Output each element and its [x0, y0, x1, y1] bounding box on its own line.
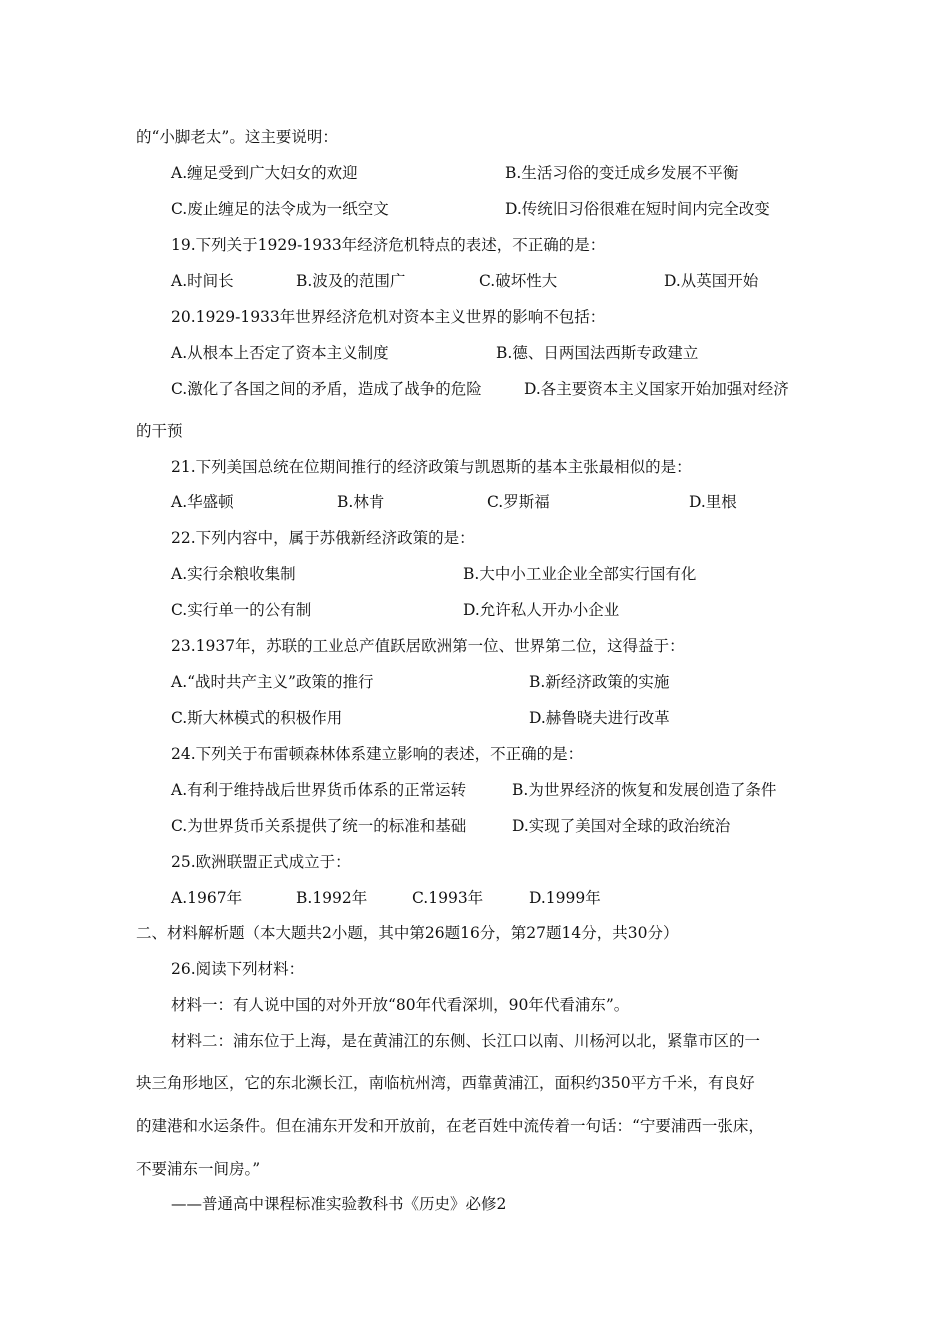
q20-stem: 20.1929-1933年世界经济危机对资本主义世界的影响不包括：: [171, 308, 606, 326]
q25-option-d: D.1999年: [529, 889, 601, 907]
q20-option-d-continuation: 的干预: [136, 422, 183, 440]
q21-option-a: A.华盛顿: [171, 493, 234, 511]
q24-option-c: C.为世界货币关系提供了统一的标准和基础: [171, 817, 467, 835]
q22-stem: 22.下列内容中，属于苏俄新经济政策的是：: [171, 529, 475, 547]
q20-option-b: B.德、日两国法西斯专政建立: [496, 344, 699, 362]
q24-option-d: D.实现了美国对全球的政治统治: [512, 817, 731, 835]
q18-option-b: B.生活习俗的变迁成乡发展不平衡: [505, 164, 739, 182]
q19-stem: 19.下列关于1929-1933年经济危机特点的表述，不正确的是：: [171, 236, 606, 254]
q23-option-a: A.“战时共产主义”政策的推行: [171, 673, 374, 691]
q20-option-c: C.激化了各国之间的矛盾，造成了战争的危险: [171, 380, 482, 398]
q24-stem: 24.下列关于布雷顿森林体系建立影响的表述，不正确的是：: [171, 745, 584, 763]
q21-option-c: C.罗斯福: [487, 493, 550, 511]
q20-option-a: A.从根本上否定了资本主义制度: [171, 344, 389, 362]
q18-stem-end: 的“小脚老太”。这主要说明：: [136, 128, 338, 146]
q21-option-d: D.里根: [689, 493, 737, 511]
q26-stem: 26.阅读下列材料：: [171, 960, 305, 978]
q20-option-d: D.各主要资本主义国家开始加强对经济: [524, 380, 789, 398]
q22-option-d: D.允许私人开办小企业: [463, 601, 620, 619]
q22-option-c: C.实行单一的公有制: [171, 601, 312, 619]
q24-option-b: B.为世界经济的恢复和发展创造了条件: [512, 781, 777, 799]
q21-option-b: B.林肯: [337, 493, 385, 511]
q25-option-b: B.1992年: [296, 889, 368, 907]
q19-option-c: C.破坏性大: [479, 272, 558, 290]
q23-option-b: B.新经济政策的实施: [529, 673, 670, 691]
q18-option-d: D.传统旧习俗很难在短时间内完全改变: [505, 200, 770, 218]
q26-material-2-line-3: 的建港和水运条件。但在浦东开发和开放前，在老百姓中流传着一句话：“宁要浦西一张床，: [136, 1117, 764, 1135]
q26-material-1: 材料一：有人说中国的对外开放“80年代看深圳，90年代看浦东”。: [171, 996, 630, 1014]
q19-option-b: B.波及的范围广: [296, 272, 406, 290]
q19-option-a: A.时间长: [171, 272, 234, 290]
q25-stem: 25.欧洲联盟正式成立于：: [171, 853, 351, 871]
q21-stem: 21.下列美国总统在位期间推行的经济政策与凯恩斯的基本主张最相似的是：: [171, 458, 692, 476]
q25-option-c: C.1993年: [412, 889, 484, 907]
q23-stem: 23.1937年，苏联的工业总产值跃居欧洲第一位、世界第二位，这得益于：: [171, 637, 685, 655]
q23-option-d: D.赫鲁晓夫进行改革: [529, 709, 670, 727]
q26-material-2-line-2: 块三角形地区，它的东北濒长江，南临杭州湾，西靠黄浦江，面积约350平方千米，有良好: [136, 1074, 755, 1092]
q26-material-2-line-1: 材料二：浦东位于上海，是在黄浦江的东侧、长江口以南、川杨河以北，紧靠市区的一: [171, 1032, 761, 1050]
q18-option-c: C.废止缠足的法令成为一纸空文: [171, 200, 389, 218]
q26-material-2-line-4: 不要浦东一间房。”: [136, 1160, 261, 1178]
q19-option-d: D.从英国开始: [664, 272, 759, 290]
section-heading: 二、材料解析题（本大题共2小题，其中第26题16分，第27题14分，共30分）: [136, 924, 679, 942]
q18-option-a: A.缠足受到广大妇女的欢迎: [171, 164, 358, 182]
q22-option-b: B.大中小工业企业全部实行国有化: [463, 565, 697, 583]
q25-option-a: A.1967年: [171, 889, 243, 907]
q24-option-a: A.有利于维持战后世界货币体系的正常运转: [171, 781, 467, 799]
q26-source: ——普通高中课程标准实验教科书《历史》必修2: [171, 1195, 507, 1213]
q23-option-c: C.斯大林模式的积极作用: [171, 709, 343, 727]
q22-option-a: A.实行余粮收集制: [171, 565, 296, 583]
